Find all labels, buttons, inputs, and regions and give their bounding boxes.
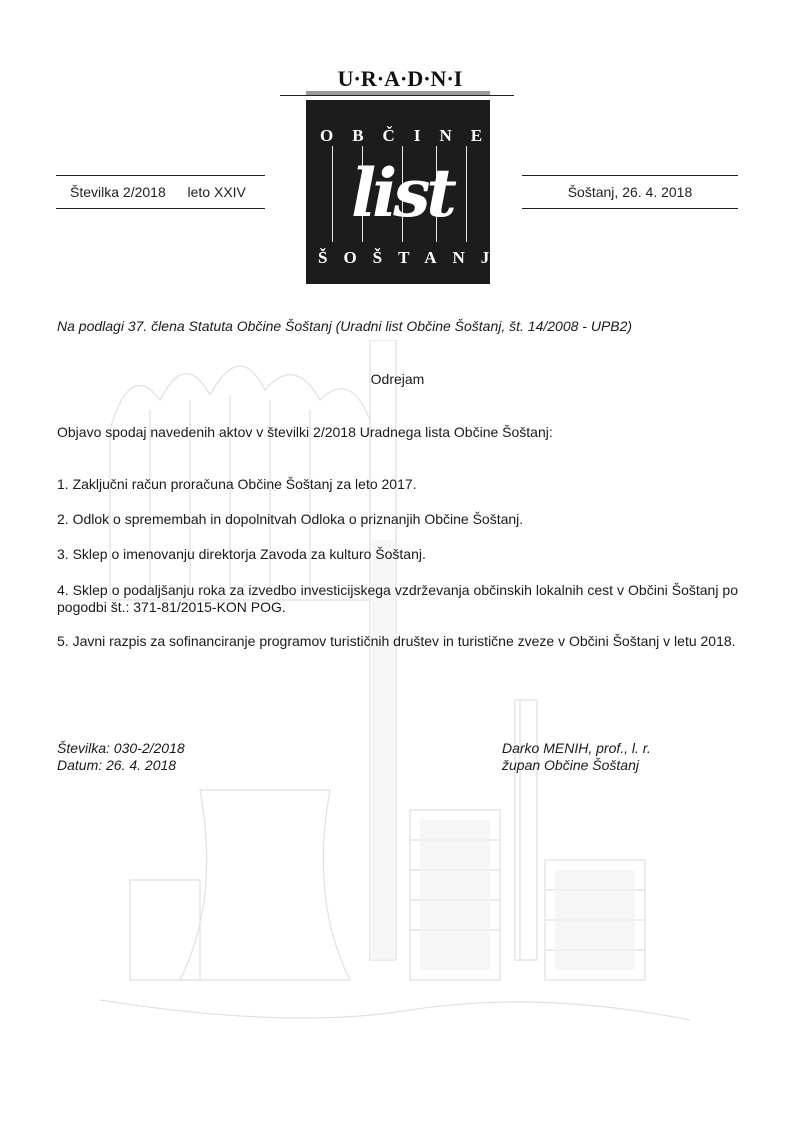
left-bottom-rule <box>56 208 265 209</box>
preamble: Na podlagi 37. člena Statuta Občine Šoštanj (Uradni list Občine Šoštanj, št. 14/2008 - UPB2) <box>57 318 633 334</box>
list-item: 2. Odlok o spremembah in dopolnitvah Odloka o priznanjih Občine Šoštanj. <box>57 511 524 527</box>
issue-number: Številka 2/2018 <box>70 184 166 200</box>
issue-info <box>70 184 246 200</box>
list-item: 5. Javni razpis za sofinanciranje programov turističnih društev in turistične zveze v Občini Šoštanj v letu 2018. <box>57 633 736 649</box>
signatory-title: župan Občine Šoštanj <box>502 757 639 773</box>
uradni-list-logo <box>306 100 506 284</box>
document-number: Številka: 030-2/2018 <box>57 740 185 756</box>
intro: Objavo spodaj navedenih aktov v številki 2/2018 Uradnega lista Občine Šoštanj: <box>57 424 553 440</box>
issue-year: leto XXIV <box>187 184 246 200</box>
list-item: 1. Zaključni račun proračuna Občine Šoštanj za leto 2017. <box>57 476 417 492</box>
power-plant-watermark <box>90 340 730 1040</box>
masthead-top-rule <box>280 95 514 96</box>
signatory-name: Darko MENIH, prof., l. r. <box>502 740 651 756</box>
document-date: Datum: 26. 4. 2018 <box>57 757 177 773</box>
right-top-rule <box>522 175 738 176</box>
list-item: 3. Sklep o imenovanju direktorja Zavoda za kulturo Šoštanj. <box>57 546 426 562</box>
left-top-rule <box>56 175 265 176</box>
masthead-uradni: U·R·A·D·N·I <box>337 66 463 91</box>
list-item: 4. Sklep o podaljšanju roka za izvedbo investicijskega vzdrževanja občinskih lokalnih cest v Občini Šoštanj po pogodbi št.: 371-81/2015-KON POG. <box>57 582 738 615</box>
masthead-gray-bar <box>306 91 490 95</box>
issue-place-date: Šoštanj, 26. 4. 2018 <box>567 184 693 200</box>
logo-bottom-word: ŠOŠTANJ <box>318 248 506 267</box>
logo-top-word: OBČINE <box>320 126 502 145</box>
heading: Odrejam <box>370 371 425 387</box>
logo-list-word: list <box>351 154 453 232</box>
right-bottom-rule <box>522 208 738 209</box>
